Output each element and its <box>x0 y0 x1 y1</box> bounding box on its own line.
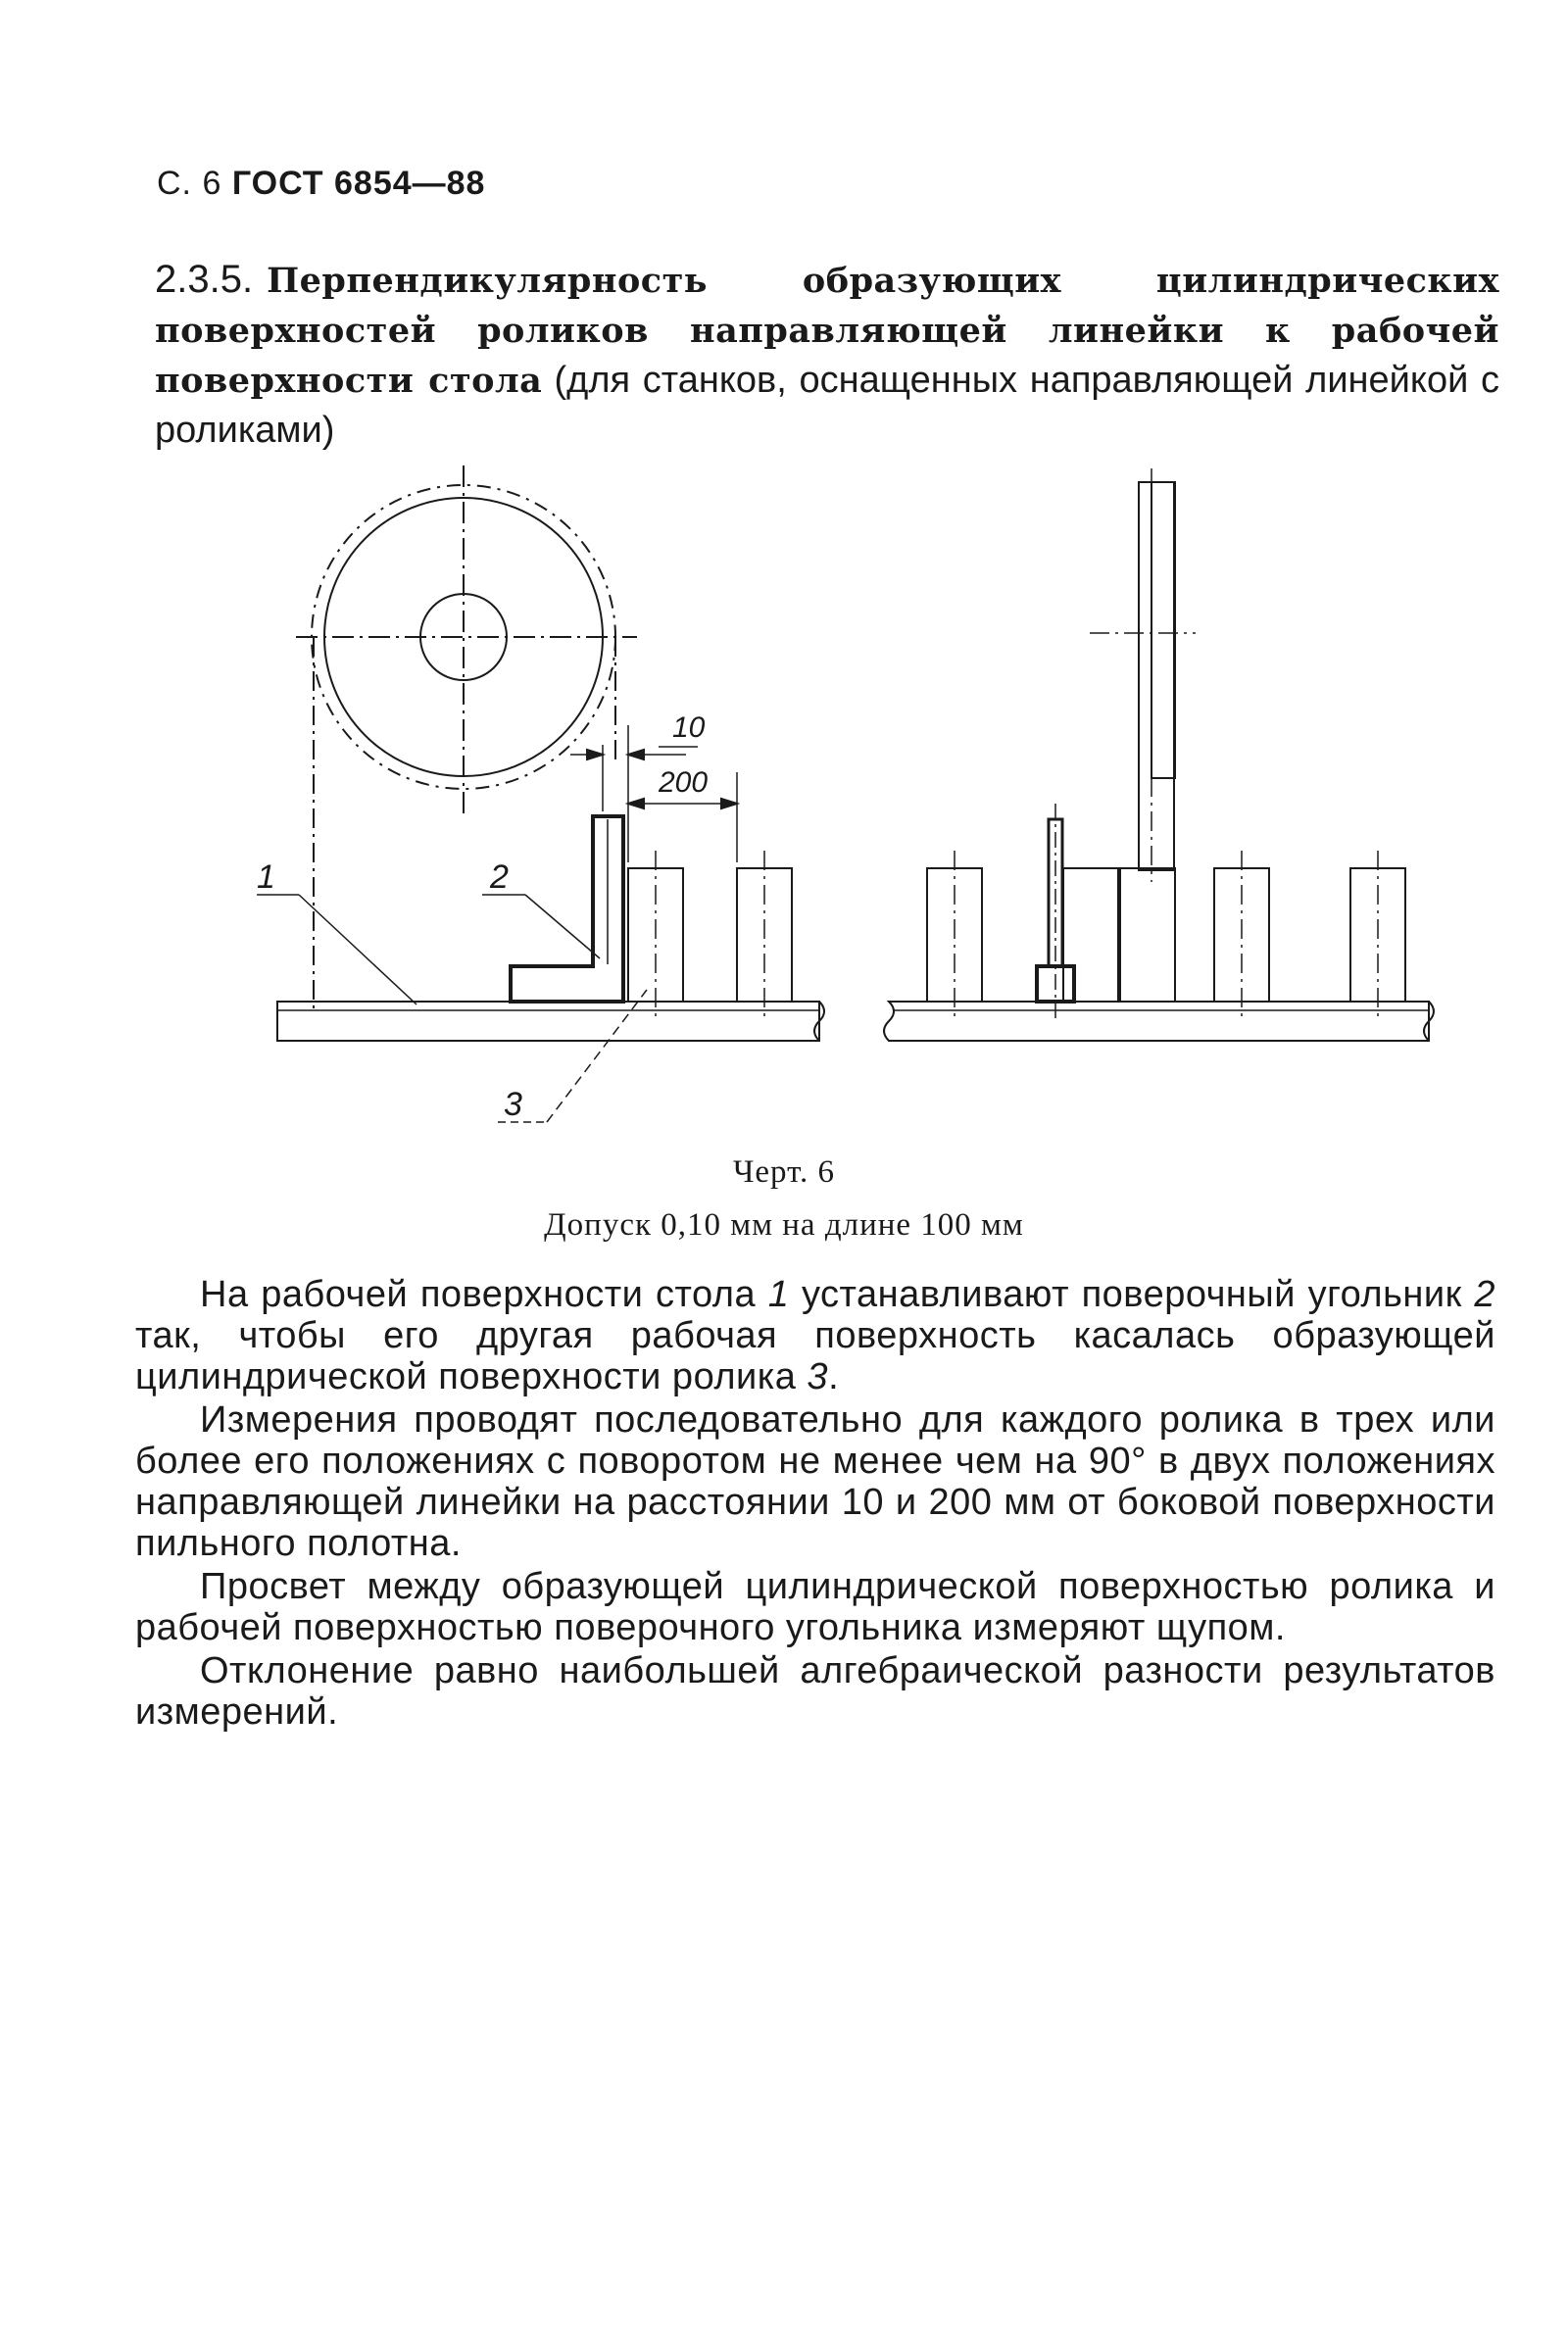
paragraph-3: Просвет между образующей цилиндрической поверхностью ролика и рабочей поверхностью поверочного угольника измеряют щупом. <box>135 1566 1495 1648</box>
standard-number: ГОСТ 6854—88 <box>231 165 486 202</box>
figure-tolerance: Допуск 0,10 мм на длине 100 мм <box>544 1207 1024 1243</box>
label-2: 2 <box>490 858 509 896</box>
body-text <box>135 1274 1495 1735</box>
label-3: 3 <box>504 1086 522 1123</box>
paragraph-4: Отклонение равно наибольшей алгебраической разности результатов измерений. <box>135 1650 1495 1733</box>
figure-caption: Черт. 6 <box>732 1154 836 1190</box>
page-label: С. 6 <box>157 165 222 202</box>
section-number: 2.3.5. <box>155 258 254 301</box>
dim-label-200: 200 <box>659 766 709 799</box>
dim-arrow-200-a <box>628 799 644 808</box>
p1-ref-roller: 3 <box>807 1356 829 1397</box>
p1-part-c: так, чтобы его другая рабочая поверхность касалась образующей цилиндрической поверхности ролика <box>135 1315 1495 1397</box>
p1-part-a: На рабочей поверхности стола <box>200 1274 768 1315</box>
table-right <box>884 1002 1429 1041</box>
roller-right-3 <box>1120 868 1175 1002</box>
paragraph-1 <box>135 1274 1495 1397</box>
section-note: (для станков, оснащенных направляющей линейкой с роликами) <box>155 360 1499 451</box>
blade-side-view <box>1139 482 1174 870</box>
p1-ref-table: 1 <box>767 1274 790 1315</box>
blade-side-flange <box>1152 482 1175 778</box>
dim-arrow-200-b <box>721 799 737 808</box>
paragraph-2: Измерения проводят последовательно для каждого ролика в трех или более его положениях с поворотом не менее чем на 90° в двух положениях направляющей линейки на расстоянии 10 и 200 мм от боковой поверхности пильного полотна. <box>135 1399 1495 1564</box>
leader-1 <box>299 895 416 1004</box>
section-title: Перпендикулярность образующих цилиндрических поверхностей роликов направляющей линейки к рабочей поверхности стола <box>155 261 1499 401</box>
p1-ref-square: 2 <box>1474 1274 1495 1315</box>
roller-right-2 <box>1063 868 1118 1002</box>
square-tool <box>511 816 623 1002</box>
label-1: 1 <box>257 858 275 896</box>
dim-label-10: 10 <box>672 711 706 744</box>
dim-arrow-10-b <box>628 750 644 759</box>
table-left <box>277 1002 819 1041</box>
leader-2 <box>525 895 600 958</box>
p1-part-d: . <box>828 1356 840 1397</box>
dim-arrow-10-a <box>587 750 603 759</box>
p1-part-b: устанавливают поверочный угольник <box>789 1274 1475 1315</box>
